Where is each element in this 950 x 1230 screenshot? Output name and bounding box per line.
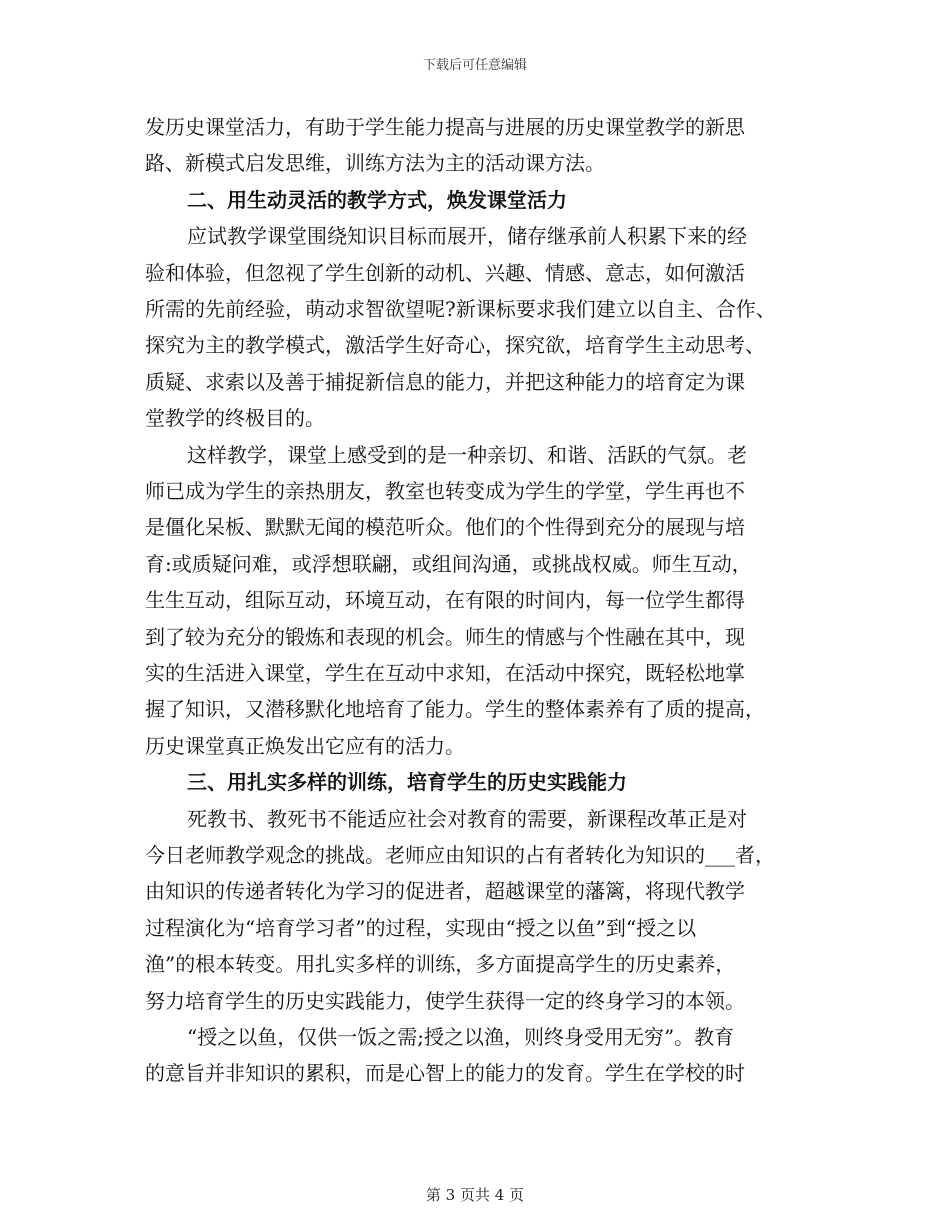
paragraph-line: 努力培育学生的历史实践能力，使学生获得一定的终身学习的本领。 [145, 988, 745, 1013]
paragraph-line: 堂教学的终极目的。 [145, 406, 325, 431]
paragraph-line: 育:或质疑问难，或浮想联翩，或组间沟通，或挑战权威。师生互动， [145, 551, 752, 576]
paragraph-line: 的意旨并非知识的累积，而是心智上的能力的发育。学生在学校的时 [145, 1061, 745, 1086]
page-header: 下载后可任意编辑 [422, 58, 527, 73]
paragraph-line: 质疑、求索以及善于捕捉新信息的能力，并把这种能力的培育定为课 [145, 369, 745, 394]
paragraph-line: 是僵化呆板、默默无闻的模范听众。他们的个性得到充分的展现与培 [145, 515, 745, 540]
paragraph-line: 发历史课堂活力，有助于学生能力提高与进展的历史课堂教学的新思 [145, 115, 745, 139]
paragraph-line: 历史课堂真正焕发出它应有的活力。 [145, 733, 465, 758]
paragraph-line: 死教书、教死书不能适应社会对教育的需要，新课程改革正是对 [187, 806, 747, 831]
section-heading: 二、用生动灵活的教学方式，焕发课堂活力 [187, 187, 567, 212]
paragraph-line: 路、新模式启发思维，训练方法为主的活动课方法。 [145, 151, 605, 176]
paragraph-line: 生生互动，组际互动，环境互动，在有限的时间内，每一位学生都得 [145, 588, 745, 613]
paragraph-line: 师已成为学生的亲热朋友，教室也转变成为学生的学堂，学生再也不 [145, 479, 745, 503]
paragraph-line: “授之以鱼，仅供一饭之需;授之以渔，则终身受用无穷”。教育 [187, 1025, 735, 1049]
paragraph-line: 今日老师教学观念的挑战。老师应由知识的占有者转化为知识的___者， [145, 843, 775, 867]
paragraph-line: 到了较为充分的锻炼和表现的机会。师生的情感与个性融在其中，现 [145, 624, 745, 649]
paragraph-line: 实的生活进入课堂，学生在互动中求知，在活动中探究，既轻松地掌 [145, 661, 745, 685]
paragraph-line: 过程演化为“培育学习者”的过程，实现由“授之以鱼”到“授之以 [145, 915, 697, 940]
paragraph-line: 探究为主的教学模式，激活学生好奇心，探究欲，培育学生主动思考、 [145, 333, 765, 358]
paragraph-line: 由知识的传递者转化为学习的促进者，超越课堂的藩篱，将现代教学 [145, 879, 745, 904]
paragraph-line: 验和体验，但忽视了学生创新的动机、兴趣、情感、意志，如何激活 [145, 260, 745, 285]
paragraph-line: 握了知识，又潜移默化地培育了能力。学生的整体素养有了质的提高， [145, 697, 765, 722]
paragraph-line: 应试教学课堂围绕知识目标而展开，储存继承前人积累下来的经 [187, 224, 747, 249]
page-footer: 第 3 页共 4 页 [425, 1186, 525, 1204]
paragraph-line: 所需的先前经验，萌动求智欲望呢?新课标要求我们建立以自主、合作、 [145, 297, 776, 321]
section-heading: 三、用扎实多样的训练，培育学生的历史实践能力 [187, 770, 627, 795]
paragraph-line: 渔”的根本转变。用扎实多样的训练，多方面提高学生的历史素养， [145, 952, 736, 977]
paragraph-line: 这样教学，课堂上感受到的是一种亲切、和谐、活跃的气氛。老 [187, 442, 747, 467]
